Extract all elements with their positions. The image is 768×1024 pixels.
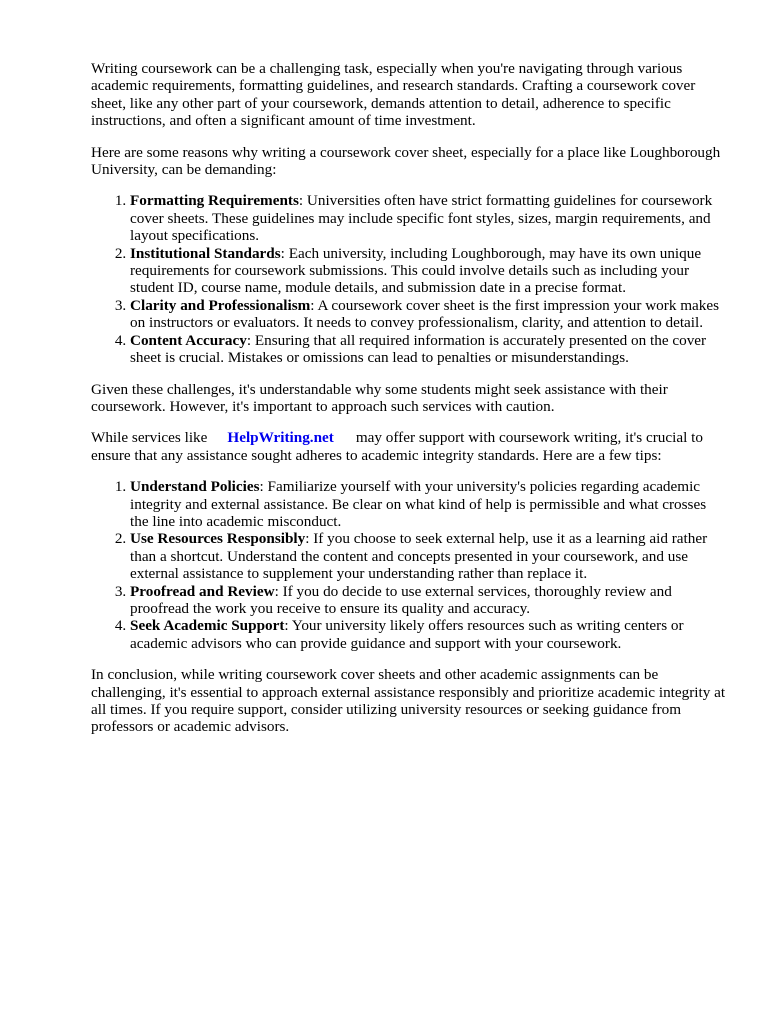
list-item — [130, 192, 727, 244]
list-item-text: : Universities often have strict formatting guidelines for coursework cover sheets. These guidelines may include specific font styles, sizes, margin requirements, and layout specifications. — [130, 192, 713, 245]
list-item — [130, 583, 727, 618]
list-item-term: Seek Academic Support — [130, 617, 285, 635]
list-item-text: : If you choose to seek external help, use it as a learning aid rather than a shortcut. Understand the content and concepts presented in your coursework, and use external assistance to supplement your understanding rather than replace it. — [130, 530, 708, 583]
list-item-term: Formatting Requirements — [130, 192, 299, 210]
conclusion-paragraph: In conclusion, while writing coursework cover sheets and other academic assignments can be challenging, it's essential to approach external assistance responsibly and prioritize academic integrity at all times. If you require support, consider utilizing university resources or seeking guidance from professors or academic advisors. — [91, 666, 726, 736]
reasons-intro-paragraph: Here are some reasons why writing a coursework cover sheet, especially for a place like Loughborough University, can be demanding: — [91, 143, 721, 179]
list-item-text: : Your university likely offers resources such as writing centers or academic advisors who can provide guidance and support with your coursework. — [130, 617, 684, 652]
list-item-text: : Familiarize yourself with your university's policies regarding academic integrity and external assistance. Be clear on what kind of help is permissible and what crosses the line into academic misconduct. — [130, 478, 707, 530]
list-item-term: Proofread and Review — [130, 582, 275, 600]
list-item — [130, 530, 727, 582]
helpwriting-link[interactable]: HelpWriting.net — [227, 429, 334, 447]
challenges-paragraph: Given these challenges, it's understandable why some students might seek assistance with their coursework. However, it's important to approach such services with caution. — [91, 380, 668, 415]
list-item — [130, 245, 727, 297]
list-item-text: : Ensuring that all required information is accurately presented on the cover sheet is crucial. Mistakes or omissions can lead to penalties or misunderstandings. — [130, 331, 707, 367]
list-item-text: : A coursework cover sheet is the first impression your work makes on instructors or evaluators. It needs to convey professionalism, clarity, and attention to detail. — [130, 296, 720, 332]
services-text-before: While services like — [91, 429, 208, 447]
services-paragraph — [91, 429, 727, 464]
list-item-term: Use Resources Responsibly — [130, 530, 306, 548]
list-item-term: Clarity and Professionalism — [130, 296, 311, 314]
document-page — [91, 60, 727, 750]
tips-list — [91, 478, 727, 652]
list-item — [130, 478, 727, 530]
list-item-term: Content Accuracy — [130, 331, 247, 349]
services-text-after: may offer support with coursework writing, it's crucial to ensure that any assistance sought adheres to academic integrity standards. Here are a few tips: — [91, 429, 703, 464]
list-item — [130, 297, 727, 332]
list-item — [130, 617, 727, 652]
reasons-list — [91, 192, 727, 366]
list-item-text: : Each university, including Loughborough, may have its own unique requirements for coursework submissions. This could involve details such as including your student ID, course name, module details, and submission date in a precise format. — [130, 244, 702, 297]
list-item — [130, 332, 727, 367]
list-item-text: : If you do decide to use external services, thoroughly review and proofread the work you receive to ensure its quality and accuracy. — [130, 582, 672, 617]
list-item-term: Understand Policies — [130, 478, 260, 496]
list-item-term: Institutional Standards — [130, 244, 281, 262]
intro-paragraph: Writing coursework can be a challenging task, especially when you're navigating through various academic requirements, formatting guidelines, and research standards. Crafting a coursework cover sheet, like any other part of your coursework, demands attention to detail, adherence to specific instructions, and often a significant amount of time investment. — [91, 60, 696, 130]
